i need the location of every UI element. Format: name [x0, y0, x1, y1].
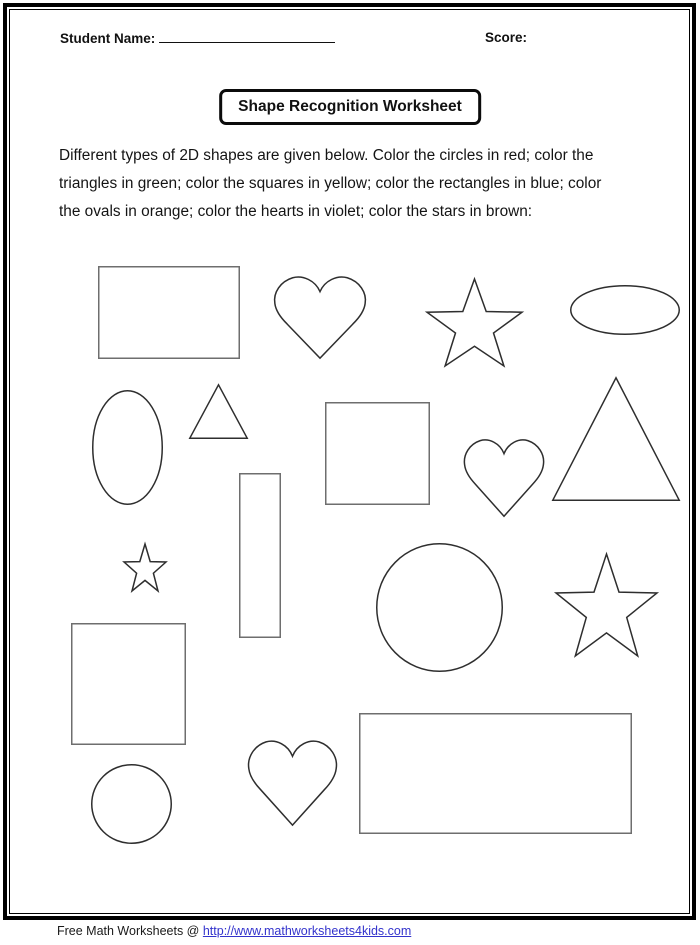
shape-circle [91, 764, 172, 844]
shape-triangle-outline [190, 385, 247, 438]
shape-star-outline [124, 544, 166, 591]
shape-heart [463, 438, 545, 518]
shape-rectangle-outline [240, 474, 281, 638]
shape-oval [570, 285, 680, 335]
footer-prefix: Free Math Worksheets @ [57, 924, 200, 938]
shape-heart [273, 275, 367, 360]
shape-star-outline [427, 279, 522, 366]
shape-star [426, 278, 523, 367]
shape-circle-outline [92, 765, 172, 844]
shape-square [71, 623, 186, 745]
shape-star [555, 553, 658, 657]
instructions-line-3: the ovals in orange; color the hearts in violet; color the stars in brown: [59, 203, 533, 220]
score-label: Score: [485, 30, 528, 45]
shape-triangle [552, 377, 680, 501]
shape-heart-outline [249, 741, 337, 825]
shape-star [123, 543, 167, 592]
shape-heart-outline [464, 440, 543, 516]
shape-triangle-outline [553, 378, 679, 500]
student-name-text: Student Name: [60, 31, 156, 46]
shape-oval-outline [571, 286, 680, 335]
footer [57, 924, 411, 938]
shape-square-outline [72, 624, 186, 745]
shape-circle-outline [377, 544, 503, 672]
instructions-line-2: triangles in green; color the squares in yellow; color the rectangles in blue; color [59, 175, 602, 192]
shape-oval [92, 390, 163, 505]
shape-rectangle [359, 713, 632, 834]
shape-triangle [189, 384, 248, 439]
shape-rectangle [239, 473, 281, 638]
shape-heart-outline [275, 277, 366, 358]
shape-rectangle-outline [99, 267, 240, 359]
shape-circle [376, 543, 503, 672]
shape-rectangle-outline [360, 714, 632, 834]
shape-square-outline [326, 403, 430, 505]
shape-rectangle [98, 266, 240, 359]
shape-square [325, 402, 430, 505]
footer-link[interactable]: http://www.mathworksheets4kids.com [202, 924, 412, 938]
instructions-line-1: Different types of 2D shapes are given below. Color the circles in red; color the [59, 147, 594, 164]
shape-oval-outline [93, 391, 163, 505]
worksheet-title: Shape Recognition Worksheet [238, 98, 462, 115]
shape-star-outline [556, 554, 657, 656]
shape-heart [247, 739, 338, 827]
